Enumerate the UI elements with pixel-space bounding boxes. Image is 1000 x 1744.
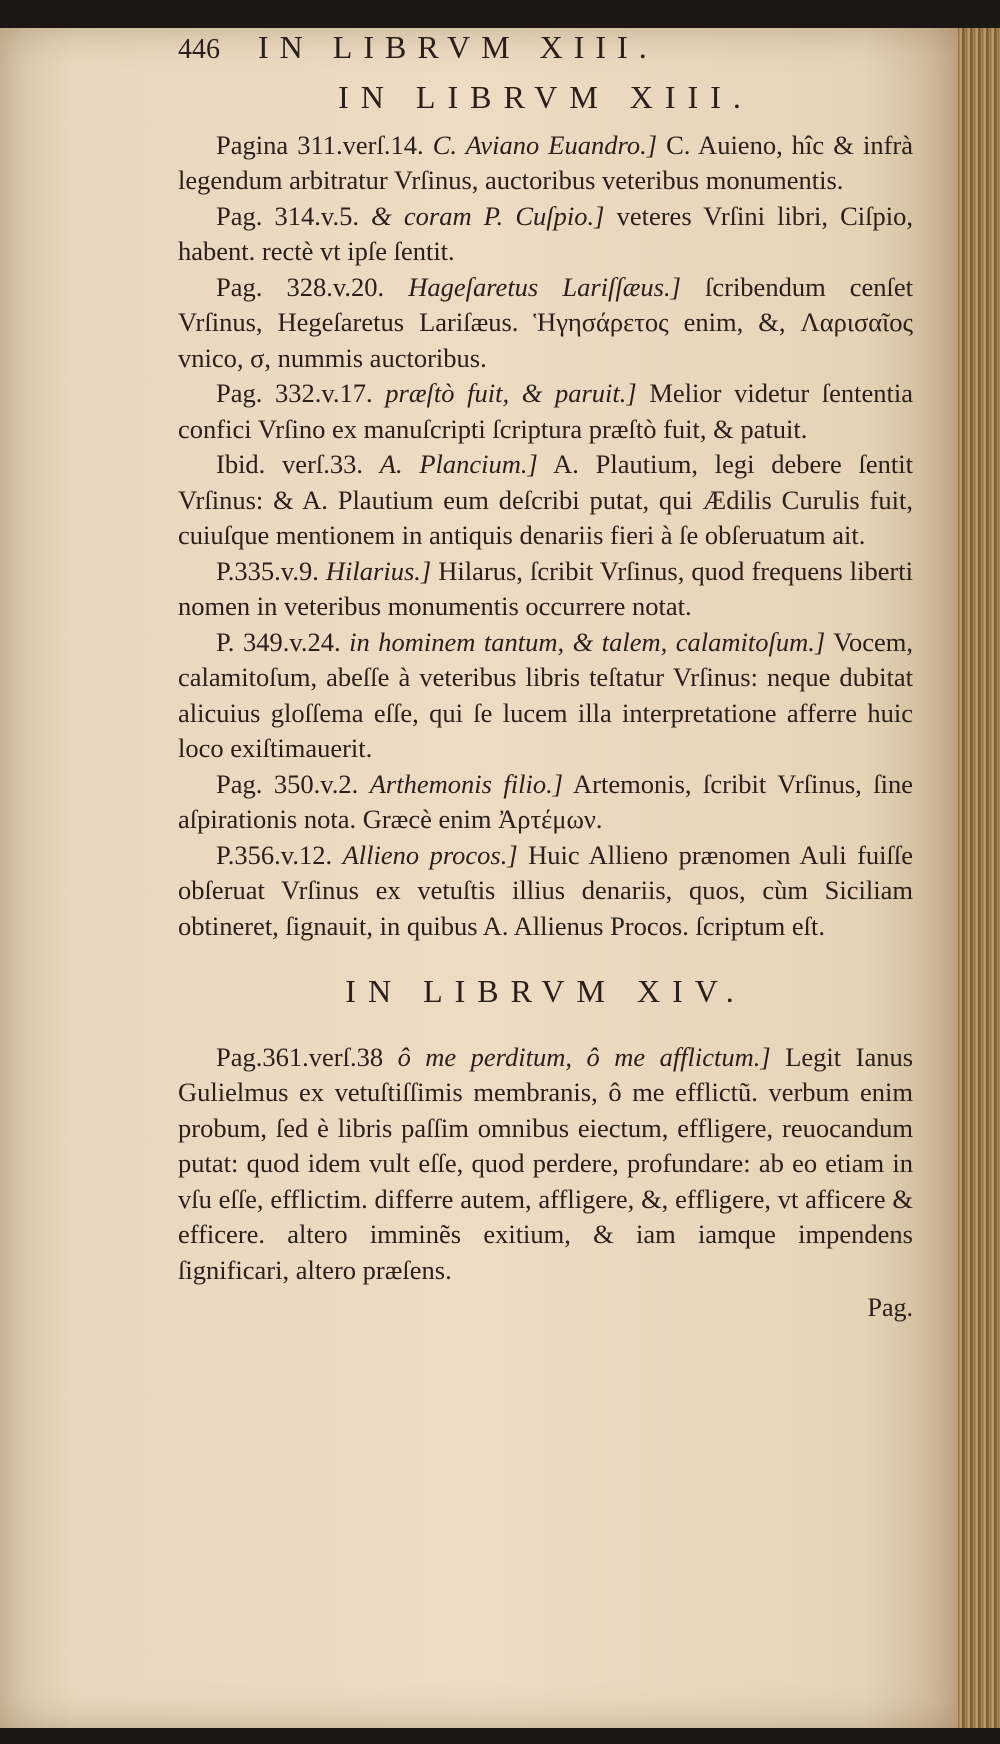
entry-ref: P.356.v.12. (216, 839, 333, 870)
note-entry (178, 376, 913, 447)
page-edge (958, 28, 1000, 1728)
note-entry (178, 270, 913, 377)
entry-ref: Pag.361.verſ.38 (216, 1041, 384, 1072)
section-title: IN LIBRVM XIII. (338, 79, 753, 115)
entry-lemma: A. Plancium.] (379, 449, 538, 479)
entry-lemma: Hageſaretus Lariſſæus.] (408, 271, 681, 302)
entry-text: Hilarus, ſcribit Vrſinus, quod frequens liberti nomen in veteribus monumentis occurrere notat. (178, 555, 914, 621)
entry-ref: P. 349.v.24. (216, 626, 341, 657)
entry-ref: Pagina 311.verſ.14. (216, 129, 424, 160)
entry-text: C. Auieno, hîc & infrà legendum arbitratur Vrſinus, auctoribus veteribus monumentis. (178, 129, 914, 195)
entry-text: ſcribendum cenſet Vrſinus, Hegeſaretus Lariſæus. Ἡγησάρετος enim, &, Λαρισαῖος vnico, σ, nummis auctoribus. (178, 271, 914, 373)
entry-text: Huic Allieno prænomen Auli fuiſſe obſeruat Vrſinus ex vetuſtis illius denariis, quos, cùm Siciliam obtineret, ſignauit, in quibus A. Allienus Procos. ſcriptum eſt. (178, 839, 913, 941)
note-entry (178, 625, 913, 767)
entry-lemma: Arthemonis filio.] (369, 768, 564, 799)
note-entry (178, 447, 913, 554)
section-title: IN LIBRVM XIV. (345, 973, 746, 1009)
note-entry (178, 554, 913, 625)
running-head (178, 30, 913, 78)
page-number: 446 (178, 34, 220, 65)
entry-lemma: & coram P. Cuſpio.] (371, 200, 605, 231)
entry-lemma: Hilarius.] (325, 555, 432, 586)
entry-lemma: Allieno procos.] (342, 839, 518, 870)
note-entry (178, 199, 913, 270)
entry-ref: Ibid. verſ.33. (216, 449, 364, 479)
entry-ref: Pag. 332.v.17. (216, 378, 373, 408)
note-entry (178, 838, 913, 945)
entry-text: veteres Vrſini libri, Ciſpio, habent. rectè vt ipſe ſentit. (178, 200, 914, 266)
note-entry (178, 1040, 913, 1289)
entry-lemma: præſtò fuit, & paruit.] (385, 378, 637, 408)
entry-lemma: C. Aviano Euandro.] (432, 129, 658, 160)
entry-text: Melior videtur ſententia confici Vrſino ex manuſcripti ſcriptura præſtò fuit, & patuit. (178, 378, 914, 444)
entry-lemma: in hominem tantum, & talem, calamitoſum.] (349, 626, 826, 657)
entry-ref: Pag. 328.v.20. (216, 271, 385, 302)
entry-text: Artemonis, ſcribit Vrſinus, ſine aſpirationis nota. Græcè enim Ἀρτέμων. (178, 768, 914, 834)
entry-lemma: ô me perditum, ô me afflictum.] (397, 1041, 771, 1072)
note-entry (178, 767, 913, 838)
entry-text: Legit Ianus Gulielmus ex vetuſtiſſimis membranis, ô me efflictũ. verbum enim probum, ſed è libris paſſim omnibus eiectum, effligere, reuocandum putat: quod idem vult eſſe, quod perdere, profundare: ab eo etiam in vſu eſſe, efflictim. differre autem, affligere, &, effligere, vt afficere & efficere. altero imminẽs exitium, & iam iamque impendens ſignificari, altero præſens. (178, 1041, 914, 1285)
running-title: IN LIBRVM XIII. (258, 29, 658, 65)
note-entry (178, 128, 913, 199)
entry-text: Vocem, calamitoſum, abeſſe à veteribus libris teſtatur Vrſinus: neque dubitat alicuius gloſſema eſſe, qui ſe lucem illa interpretatione afferre huic loco exiſtimauerit. (178, 626, 913, 763)
catchword: Pag. (867, 1293, 913, 1322)
entry-ref: Pag. 314.v.5. (216, 200, 359, 231)
entry-ref: Pag. 350.v.2. (216, 768, 359, 799)
page-text-block (178, 30, 913, 1326)
entry-ref: P.335.v.9. (216, 555, 319, 586)
entry-text: A. Plautium, legi debere ſentit Vrſinus: & A. Plautium eum deſcribi putat, qui Ædilis Curulis fuit, cuiuſque mentionem in antiquis denariis fieri à ſe obſeruatum ait. (178, 449, 914, 550)
